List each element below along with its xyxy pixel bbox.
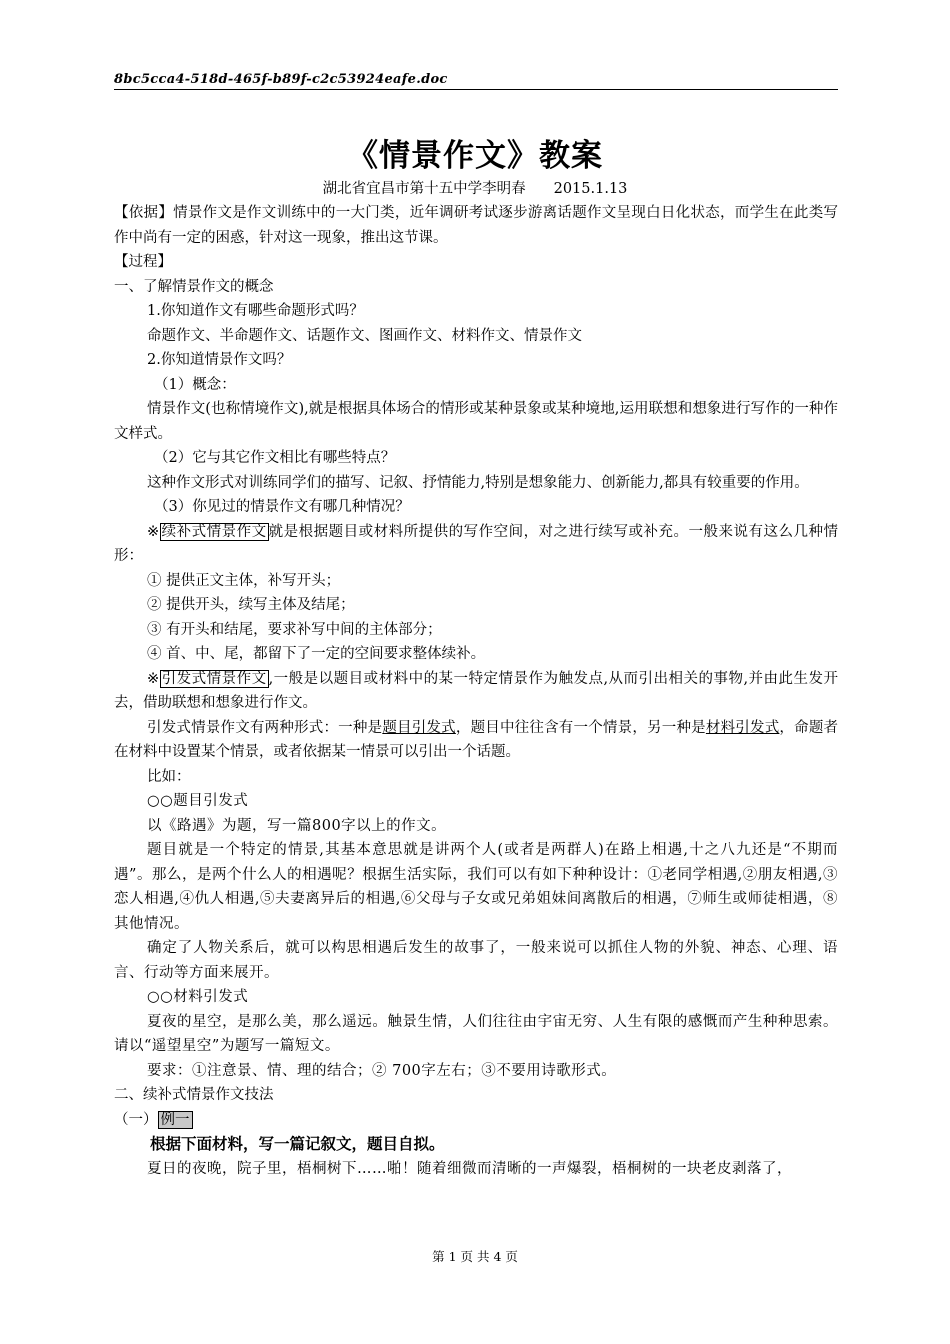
example-1-label: ○○题目引发式	[147, 793, 249, 809]
list-item: ④ 首、中、尾，都留下了一定的空间要求整体续补。	[147, 646, 486, 662]
example-1-follow: 确定了人物关系后，就可以构思相遇后发生的故事了，一般来说可以抓住人物的外貌、神态、心理、语言、行动等方面来展开。	[114, 940, 838, 981]
date: 2015.1.13	[553, 181, 628, 197]
example-2-material: 夏夜的星空，是那么美，那么遥远。触景生情，人们往往由宇宙无穷、人生有限的感慨而产生种种思索。请以“遥望星空”为题写一篇短文。	[114, 1013, 838, 1054]
xubu-text: 就是根据题目或材料所提供的写作空间，对之进行续写或补充。一般来说有这么几种情形：	[114, 523, 839, 564]
basis-label: 【依据】	[114, 205, 174, 221]
point-3-label: （3）你见过的情景作文有哪几种情况？	[154, 499, 410, 515]
section2-heading: 二、续补式情景作文技法	[114, 1087, 274, 1103]
author: 湖北省宜昌市第十五中学李明春	[322, 181, 526, 197]
page-title: 《情景作文》教案	[347, 138, 603, 174]
example-2-label: ○○材料引发式	[147, 989, 249, 1005]
byline	[0, 177, 950, 198]
subsection-heading	[114, 1108, 838, 1133]
point-2-label: （2）它与其它作文相比有哪些特点？	[154, 450, 396, 466]
section1-heading: 一、了解情景作文的概念	[114, 278, 274, 295]
reference-mark: ※	[147, 670, 160, 687]
list-item: ③ 有开头和结尾，要求补写中间的主体部分；	[147, 621, 442, 638]
list-item: ① 提供正文主体，补写开头；	[147, 572, 341, 589]
example-1-analysis: 题目就是一个特定的情景,其基本意思就是讲两个人(或者是两群人)在路上相遇,十之八九还是“不期而遇”。那么，是两个什么人的相遇呢？根据生活实际，我们可以有如下种种设计：①老同学相遇,②朋友相遇,③恋人相遇,④仇人相遇,⑤夫妻离异后的相遇,⑥父母与子女或兄弟姐妹间离散后的相遇，⑦师生或师徒相遇，⑧其他情况。	[114, 842, 838, 932]
example-2-requirements: 要求：①注意景、情、理的结合；② 700字左右；③不要用诗歌形式。	[147, 1062, 617, 1079]
reference-mark: ※	[147, 523, 160, 540]
header-rule	[114, 89, 838, 90]
question-2: 2.你知道情景作文吗？	[147, 352, 292, 368]
term-material-triggered: 材料引发式	[705, 719, 780, 736]
question-1: 1.你知道作文有哪些命题形式吗？	[147, 303, 364, 319]
list-item: ② 提供开头，续写主体及结尾；	[147, 597, 355, 613]
question-1-answer: 命题作文、半命题作文、话题作文、图画作文、材料作文、情景作文	[147, 327, 582, 344]
xubu-term: 续补式情景作文	[161, 523, 267, 540]
document-body	[114, 201, 838, 1181]
basis-paragraph	[114, 201, 838, 250]
process-label: 【过程】	[114, 254, 172, 270]
task-instruction: 根据下面材料，写一篇记叙文，题目自拟。	[150, 1135, 445, 1153]
yinfa-term: 引发式情景作文	[161, 670, 267, 687]
subsection-number: （一）	[114, 1111, 158, 1128]
example-1-prompt: 以《路遇》为题，写一篇800字以上的作文。	[147, 817, 447, 834]
term-title-triggered: 题目引发式	[382, 719, 456, 736]
example-label-highlight: 例一	[158, 1111, 193, 1129]
yinfa-two-forms: 引发式情景作文有两种形式：一种是题目引发式，题目中往往含有一个情景，另一种是材料引发式，命题者在材料中设置某个情景，或者依据某一情景可以引出一个话题。	[114, 719, 839, 760]
point-1-label: （1）概念：	[154, 376, 236, 393]
point-2-text: 这种作文形式对训练同学们的描写、记叙、抒情能力,特别是想象能力、创新能力,都具有较重要的作用。	[147, 474, 809, 491]
xubu-paragraph	[114, 520, 838, 569]
yinfa-text: ,一般是以题目或材料中的某一特定情景作为触发点,从而引出相关的事物,并由此生发开去，借助联想和想象进行作文。	[114, 670, 839, 711]
yinfa-paragraph	[114, 667, 838, 716]
example-intro: 比如：	[147, 768, 191, 785]
header-filename: 8bc5cca4-518d-465f-b89f-c2c53924eafe.doc	[114, 72, 448, 87]
basis-text: 情景作文是作文训练中的一大门类，近年调研考试逐步游离话题作文呈现白日化状态，而学生在此类写作中尚有一定的困惑，针对这一现象，推出这节课。	[114, 205, 838, 246]
page-footer: 第 1 页 共 4 页	[432, 1249, 518, 1264]
point-1-text: 情景作文(也称情境作文),就是根据具体场合的情形或某种景象或某种境地,运用联想和想象进行写作的一种作文样式。	[114, 401, 838, 442]
task-material: 夏日的夜晚，院子里，梧桐树下……啪！随着细微而清晰的一声爆裂，梧桐树的一块老皮剥落了，	[147, 1160, 792, 1177]
